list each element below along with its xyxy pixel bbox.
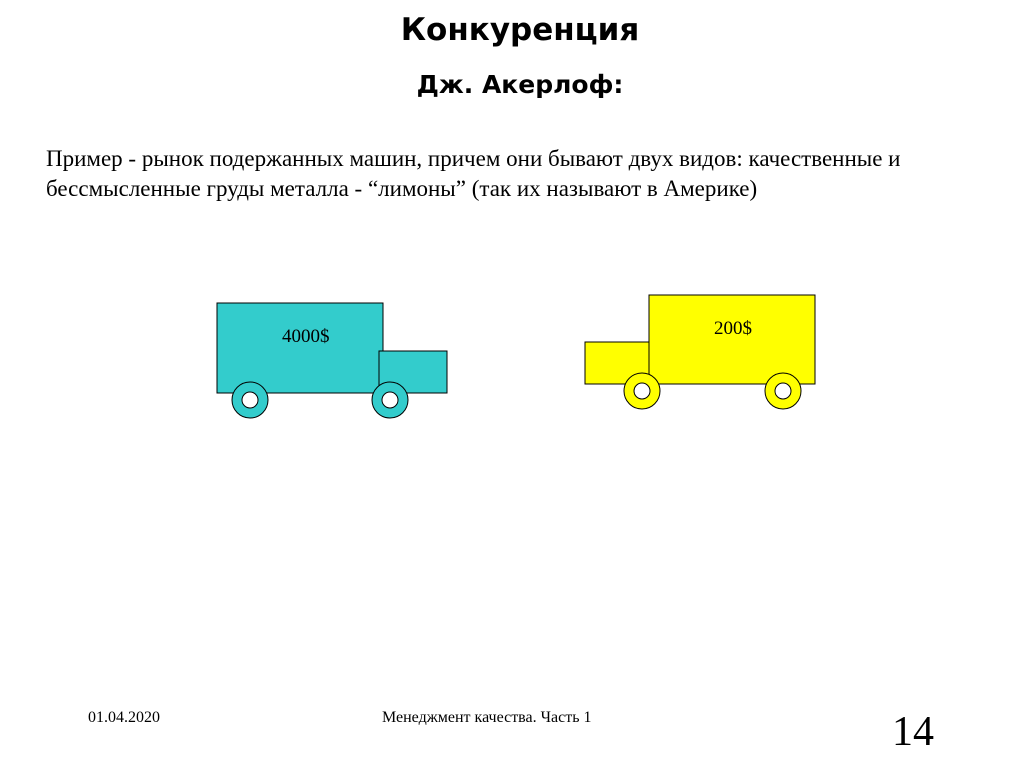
slide-subtitle: Дж. Акерлоф:	[416, 70, 624, 99]
lemon-truck-front-hub	[775, 383, 791, 399]
lemon-truck-rear-hub	[634, 383, 650, 399]
quality-truck-front-hub	[382, 392, 398, 408]
lemon-truck-illustration	[584, 294, 820, 414]
lemon-truck-cargo-box	[649, 295, 815, 384]
slide-page-number: 14	[892, 709, 934, 755]
footer-course-title: Менеджмент качества. Часть 1	[382, 709, 592, 726]
body-line-2: бессмысленные груды металла - “лимоны” (так их называют в Америке)	[46, 176, 758, 201]
body-line-1: Пример - рынок подержанных машин, причем они бывают двух видов: качественные и	[46, 146, 901, 171]
quality-truck-rear-hub	[242, 392, 258, 408]
quality-truck-cargo-box	[217, 303, 383, 393]
quality-truck-illustration	[216, 302, 450, 422]
footer-date: 01.04.2020	[88, 709, 160, 726]
lemon-truck-price: 200$	[714, 318, 752, 339]
quality-truck-price: 4000$	[282, 326, 330, 347]
slide-title: Конкуренция	[400, 12, 640, 48]
slide-body-text	[46, 144, 1006, 204]
